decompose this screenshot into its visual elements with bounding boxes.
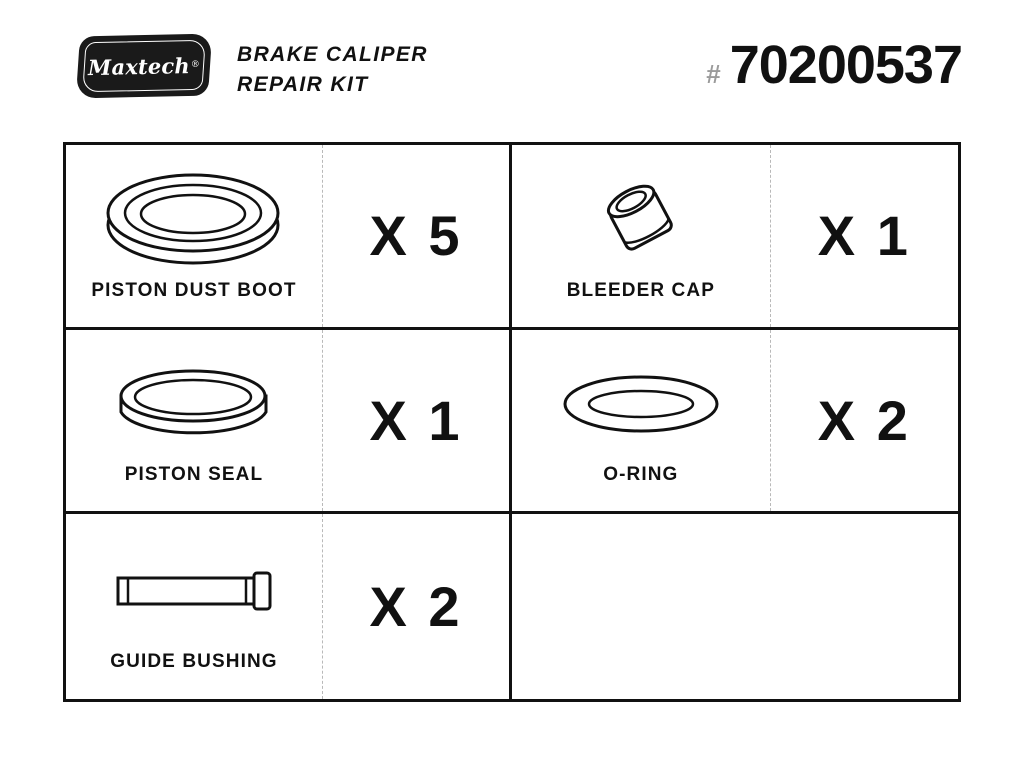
empty-quantity-cell xyxy=(771,514,958,699)
title-line-2: REPAIR KIT xyxy=(237,73,369,96)
part-quantity-cell xyxy=(323,514,509,699)
part-label: PISTON SEAL xyxy=(124,464,264,486)
brand-logo xyxy=(78,35,210,97)
part-label: BLEEDER CAP xyxy=(566,279,715,301)
o-ring-icon xyxy=(561,354,721,454)
part-illustration-cell xyxy=(512,330,771,512)
kit-contents-table xyxy=(63,142,961,702)
brand-name: Maxtech xyxy=(87,52,191,80)
table-cell-empty xyxy=(512,514,958,699)
hash-symbol: # xyxy=(706,59,721,89)
part-number-block xyxy=(706,34,962,96)
part-illustration-cell xyxy=(66,514,323,699)
logo-text-container xyxy=(77,34,210,99)
part-label: GUIDE BUSHING xyxy=(110,650,278,672)
quantity-text: X 1 xyxy=(369,388,463,452)
table-cell-bleeder-cap xyxy=(512,145,958,330)
table-cell-piston-seal xyxy=(66,330,512,515)
table-cell-o-ring xyxy=(512,330,958,515)
table-cell-piston-dust-boot xyxy=(66,145,512,330)
piston-seal-icon xyxy=(111,354,276,454)
guide-bushing-icon xyxy=(106,541,281,641)
piston-dust-boot-icon xyxy=(101,170,286,270)
empty-illustration-cell xyxy=(512,514,771,699)
table-cell-guide-bushing xyxy=(66,514,512,699)
part-number-value: 70200537 xyxy=(729,35,962,95)
part-label: O-RING xyxy=(603,464,679,486)
title-line-1: BRAKE CALIPER xyxy=(237,43,428,66)
registered-mark: ® xyxy=(190,59,201,71)
quantity-text: X 1 xyxy=(817,204,911,268)
part-quantity-cell xyxy=(323,145,509,327)
part-illustration-cell xyxy=(66,330,323,512)
quantity-text: X 2 xyxy=(369,575,463,639)
part-quantity-cell xyxy=(771,145,958,327)
part-label: PISTON DUST BOOT xyxy=(91,279,297,301)
quantity-text: X 5 xyxy=(369,204,463,268)
part-quantity-cell xyxy=(771,330,958,512)
quantity-text: X 2 xyxy=(817,388,911,452)
part-quantity-cell xyxy=(323,330,509,512)
part-illustration-cell xyxy=(512,145,771,327)
page-title xyxy=(237,40,428,100)
page-header xyxy=(0,0,1024,140)
bleeder-cap-icon xyxy=(586,170,696,270)
part-illustration-cell xyxy=(66,145,323,327)
